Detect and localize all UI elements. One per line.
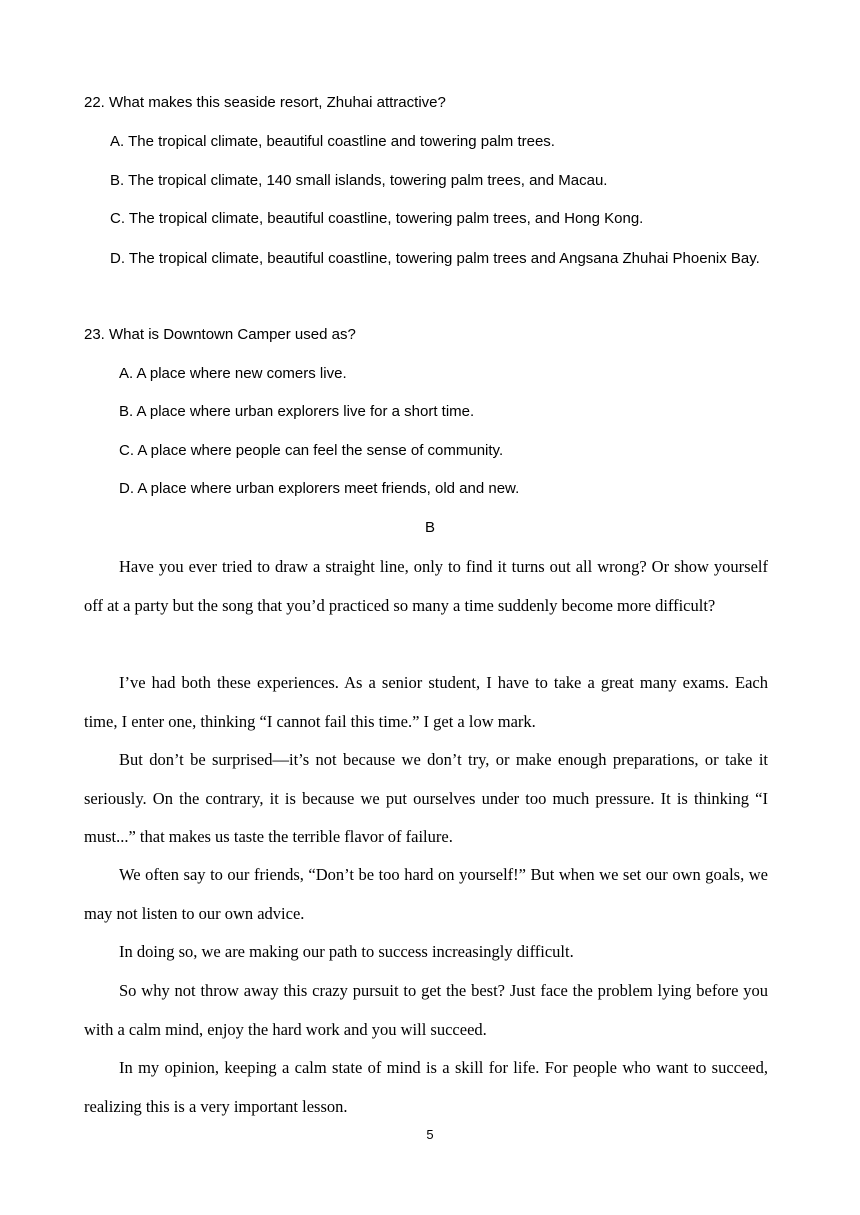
question-23-option-a: A. A place where new comers live. (119, 365, 347, 382)
question-23-option-b: B. A place where urban explorers live for a short time. (119, 403, 475, 420)
passage-paragraph: Have you ever tried to draw a straight line, only to find it turns out all wrong? Or show yourself off at a party but the song that you’d practiced so many a time suddenly become more difficult? (84, 557, 768, 615)
passage-paragraph: In my opinion, keeping a calm state of mind is a skill for life. For people who want to succeed, realizing this is a very important lesson. (84, 1058, 768, 1116)
passage-paragraph: But don’t be surprised—it’s not because we don’t try, or make enough preparations, or take it seriously. On the contrary, it is because we put ourselves under too much pressure. It is thinking “I must...” that makes us taste the terrible flavor of failure. (84, 750, 768, 846)
section-b-heading: B (424, 519, 435, 536)
passage-paragraph: In doing so, we are making our path to success increasingly difficult. (119, 942, 574, 961)
question-22-option-c: C. The tropical climate, beautiful coastline, towering palm trees, and Hong Kong. (110, 210, 644, 227)
question-23-option-d: D. A place where urban explorers meet friends, old and new. (119, 480, 520, 497)
question-22-option-a: A. The tropical climate, beautiful coastline and towering palm trees. (110, 133, 555, 150)
question-23-stem: 23. What is Downtown Camper used as? (84, 326, 356, 343)
passage-paragraph: So why not throw away this crazy pursuit to get the best? Just face the problem lying before you with a calm mind, enjoy the hard work and you will succeed. (84, 981, 768, 1039)
question-23-option-c: C. A place where people can feel the sense of community. (119, 442, 504, 459)
question-22-stem: 22. What makes this seaside resort, Zhuhai attractive? (84, 94, 446, 111)
page-number: 5 (426, 1127, 434, 1142)
question-22-option-b: B. The tropical climate, 140 small islands, towering palm trees, and Macau. (110, 172, 608, 189)
passage-paragraph: I’ve had both these experiences. As a senior student, I have to take a great many exams. Each time, I enter one, thinking “I cannot fail this time.” I get a low mark. (84, 673, 768, 731)
question-22-option-d: D. The tropical climate, beautiful coastline, towering palm trees and Angsana Zhuhai Phoenix Bay. (110, 250, 760, 267)
passage-paragraph: We often say to our friends, “Don’t be too hard on yourself!” But when we set our own goals, we may not listen to our own advice. (84, 865, 768, 923)
